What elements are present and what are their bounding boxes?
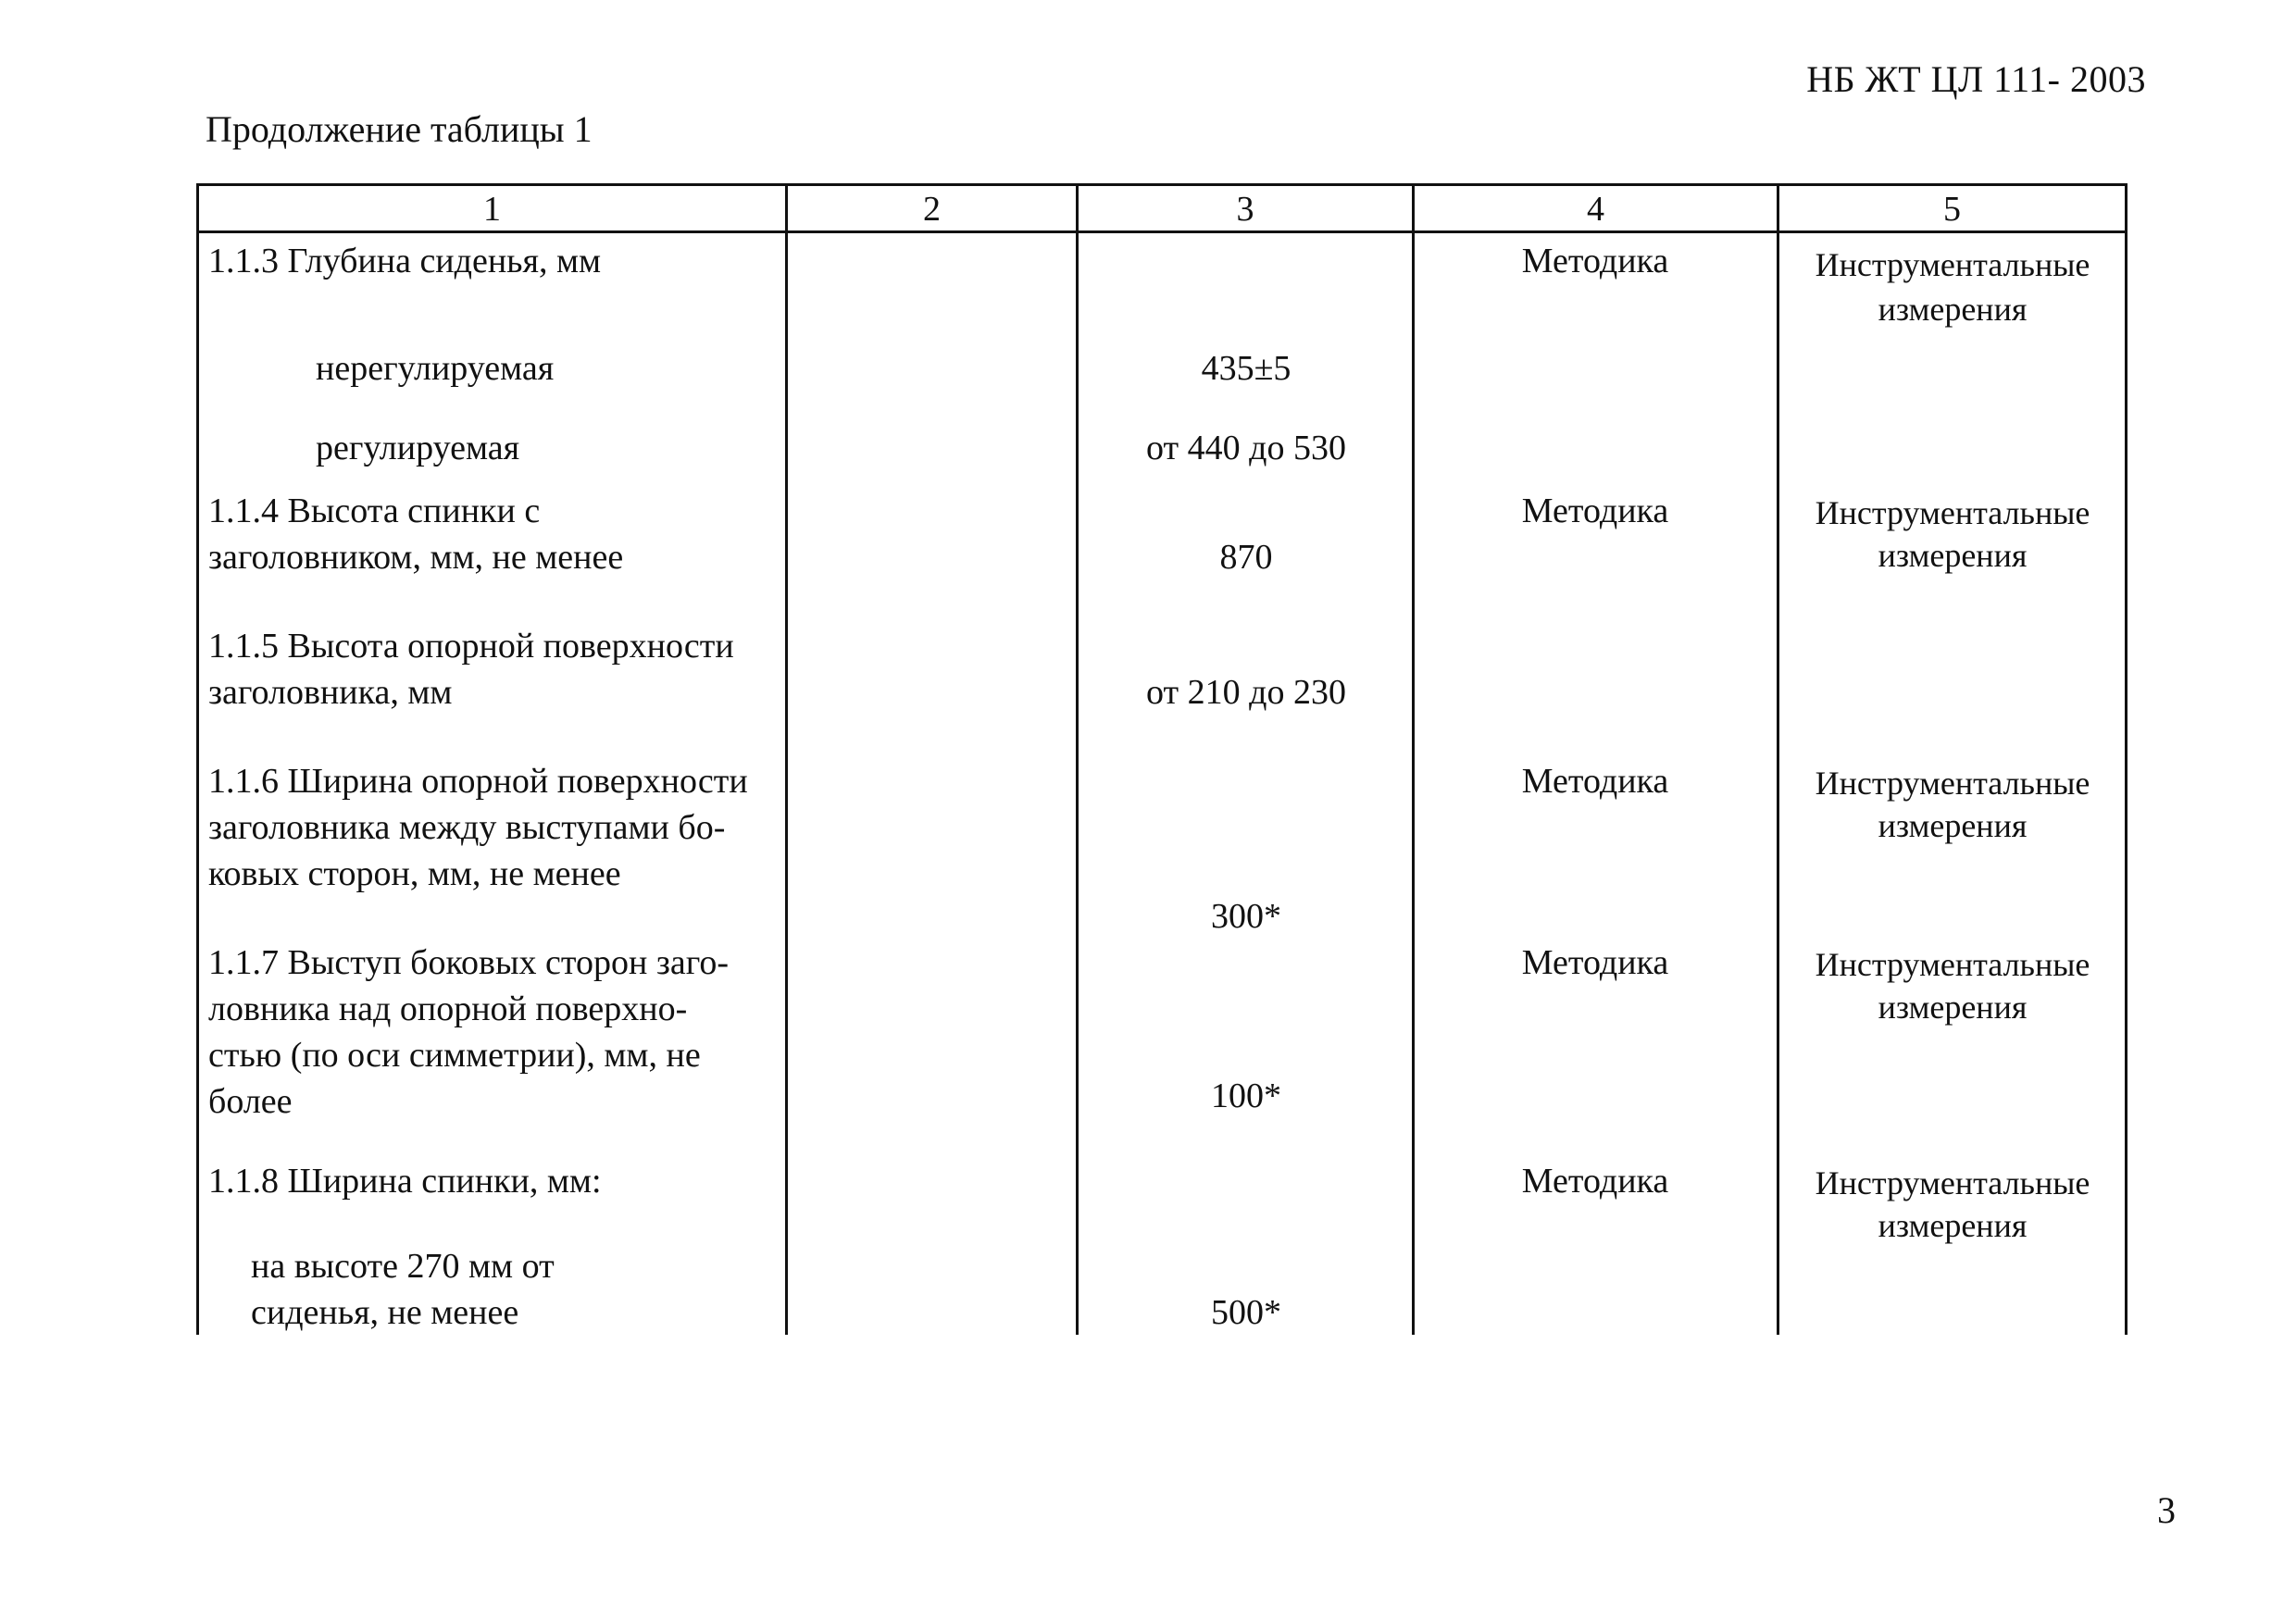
row-1-1-4-value: 870 [1219, 538, 1273, 577]
requirements-table [196, 183, 2128, 1335]
row-1-1-7-measure-line1: Инструментальные [1815, 946, 2090, 983]
row-1-1-5-line1: 1.1.5 Высота опорной поверхности [208, 627, 734, 666]
row-1-1-6-measure-line1: Инструментальные [1815, 765, 2090, 802]
row-1-1-3-sub1-value: 435±5 [1201, 349, 1292, 388]
page-number: 3 [2157, 1489, 2176, 1531]
table-continuation-caption: Продолжение таблицы 1 [206, 108, 593, 150]
row-1-1-7-line1: 1.1.7 Выступ боковых сторон заго- [208, 943, 730, 982]
row-1-1-8-sub-line2: сиденья, не менее [251, 1293, 519, 1332]
header-divider [199, 230, 2125, 233]
row-1-1-7-line4: более [208, 1082, 293, 1121]
row-1-1-3-measure-line2: измерения [1878, 291, 2028, 328]
column-header-4: 4 [1587, 190, 1604, 229]
row-1-1-8-title: 1.1.8 Ширина спинки, мм: [208, 1162, 602, 1201]
row-1-1-3-title: 1.1.3 Глубина сиденья, мм [208, 242, 602, 280]
row-1-1-8-method: Методика [1521, 1162, 1669, 1201]
row-1-1-6-line1: 1.1.6 Ширина опорной поверхности [208, 762, 748, 801]
row-1-1-3-sub2-value: от 440 до 530 [1146, 429, 1346, 467]
row-1-1-5-value: от 210 до 230 [1146, 673, 1346, 712]
row-1-1-4-line1: 1.1.4 Высота спинки с [208, 492, 541, 530]
row-1-1-7-measure-line2: измерения [1878, 989, 2028, 1026]
row-1-1-4-measure-line2: измерения [1878, 537, 2028, 574]
column-header-2: 2 [923, 190, 941, 229]
row-1-1-6-method: Методика [1521, 762, 1669, 801]
column-header-5: 5 [1943, 190, 1961, 229]
row-1-1-3-method: Методика [1521, 242, 1669, 280]
row-1-1-6-line2: заголовника между выступами бо- [208, 808, 726, 847]
row-1-1-3-sub1-label: нерегулируемая [316, 349, 555, 388]
row-1-1-6-line3: ковых сторон, мм, не менее [208, 854, 621, 893]
row-1-1-7-line2: ловника над опорной поверхно- [208, 989, 688, 1028]
row-1-1-5-line2: заголовника, мм [208, 673, 453, 712]
row-1-1-6-measure-line2: измерения [1878, 807, 2028, 844]
row-1-1-8-sub-line1: на высоте 270 мм от [251, 1247, 555, 1286]
row-1-1-4-method: Методика [1521, 492, 1669, 530]
column-header-1: 1 [483, 190, 501, 229]
row-1-1-3-measure-line1: Инструментальные [1815, 246, 2090, 283]
row-1-1-8-measure-line1: Инструментальные [1815, 1164, 2090, 1201]
row-1-1-8-sub-value: 500* [1211, 1293, 1281, 1332]
column-header-3: 3 [1236, 190, 1254, 229]
row-1-1-3-sub2-label: регулируемая [316, 429, 520, 467]
row-1-1-7-line3: стью (по оси симметрии), мм, не [208, 1036, 701, 1075]
row-1-1-7-method: Методика [1521, 943, 1669, 982]
row-1-1-8-measure-line2: измерения [1878, 1207, 2028, 1244]
row-1-1-7-value: 100* [1211, 1077, 1281, 1115]
row-1-1-6-value: 300* [1211, 897, 1281, 936]
row-1-1-4-measure-line1: Инструментальные [1815, 494, 2090, 531]
row-1-1-4-line2: заголовником, мм, не менее [208, 538, 624, 577]
document-code: НБ ЖТ ЦЛ 111- 2003 [1806, 58, 2146, 100]
